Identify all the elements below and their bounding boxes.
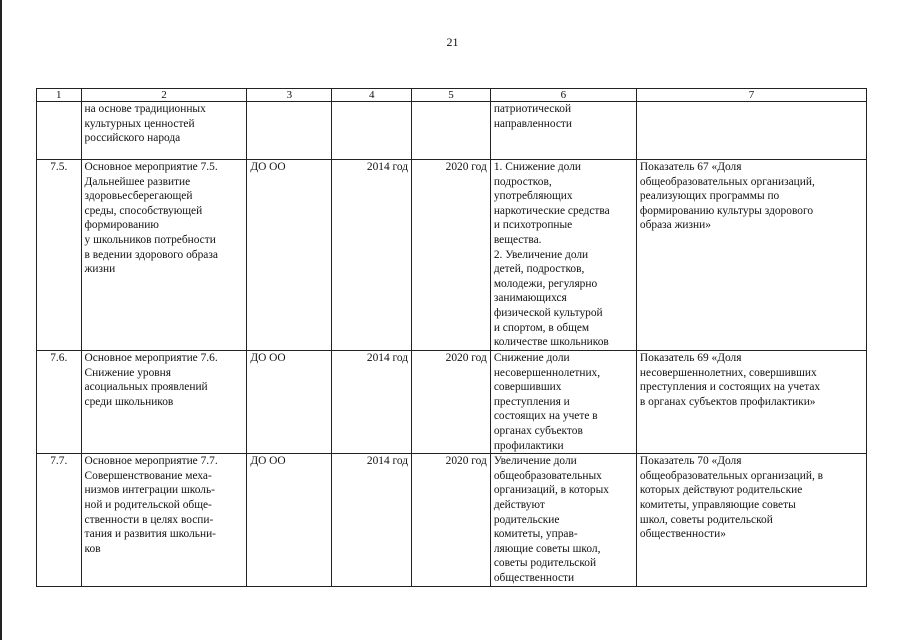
result-cell: Снижение доли несовершеннолетних, совершивших преступления и состоящих на учете в органах субъектов профилактики: [490, 351, 636, 454]
column-number-header: 6: [490, 89, 636, 102]
start-year-cell: 2014 год: [332, 351, 412, 454]
table-row: [37, 351, 867, 454]
row-number-cell: [37, 102, 82, 160]
page-number: 21: [446, 35, 459, 49]
column-number-header: 4: [332, 89, 412, 102]
column-number-header: 1: [37, 89, 82, 102]
program-table: [36, 88, 867, 587]
column-number-header: 7: [636, 89, 866, 102]
result-cell: патриотической направленности: [490, 102, 636, 160]
table-row: [37, 160, 867, 351]
column-number-header: 3: [247, 89, 332, 102]
activity-cell: Основное мероприятие 7.7. Совершенствование меха- низмов интеграции школь- ной и родительской обще- ственности в целях воспи- тания и развития школьни- ков: [81, 454, 247, 586]
row-number-cell: 7.7.: [37, 454, 82, 586]
end-year-cell: 2020 год: [412, 351, 491, 454]
indicator-cell: Показатель 67 «Доля общеобразовательных организаций, реализующих программы по формированию культуры здорового образа жизни»: [636, 160, 866, 351]
indicator-cell: [636, 102, 866, 160]
start-year-cell: 2014 год: [332, 160, 412, 351]
start-year-cell: [332, 102, 412, 160]
end-year-cell: 2020 год: [412, 454, 491, 586]
start-year-cell: 2014 год: [332, 454, 412, 586]
activity-cell: Основное мероприятие 7.6. Снижение уровня асоциальных проявлений среди школьников: [81, 351, 247, 454]
column-number-header: 5: [412, 89, 491, 102]
executor-cell: [247, 102, 332, 160]
executor-cell: ДО ОО: [247, 454, 332, 586]
end-year-cell: [412, 102, 491, 160]
column-number-header: 2: [81, 89, 247, 102]
executor-cell: ДО ОО: [247, 160, 332, 351]
row-number-cell: 7.5.: [37, 160, 82, 351]
activity-cell: Основное мероприятие 7.5. Дальнейшее развитие здоровьесберегающей среды, способствующей формированию у школьников потребности в ведении здорового образа жизни: [81, 160, 247, 351]
page-left-edge: [0, 0, 2, 640]
end-year-cell: 2020 год: [412, 160, 491, 351]
table-header-row: [37, 89, 867, 102]
continuation-row: [37, 102, 867, 160]
indicator-cell: Показатель 69 «Доля несовершеннолетних, совершивших преступления и состоящих на учетах в органах субъектов профилактики»: [636, 351, 866, 454]
activity-cell: на основе традиционных культурных ценностей российского народа: [81, 102, 247, 160]
result-cell: 1. Снижение доли подростков, употребляющих наркотические средства и психотропные вещества. 2. Увеличение доли детей, подростков, молодежи, регулярно занимающихся физической культурой и спортом, в общем количестве школьников: [490, 160, 636, 351]
table-row: [37, 454, 867, 586]
row-number-cell: 7.6.: [37, 351, 82, 454]
result-cell: Увеличение доли общеобразовательных организаций, в которых действуют родительские комитеты, управ- ляющие советы школ, советы родительской общественности: [490, 454, 636, 586]
executor-cell: ДО ОО: [247, 351, 332, 454]
indicator-cell: Показатель 70 «Доля общеобразовательных организаций, в которых действуют родительские комитеты, управляющие советы школ, советы родительской общественности»: [636, 454, 866, 586]
